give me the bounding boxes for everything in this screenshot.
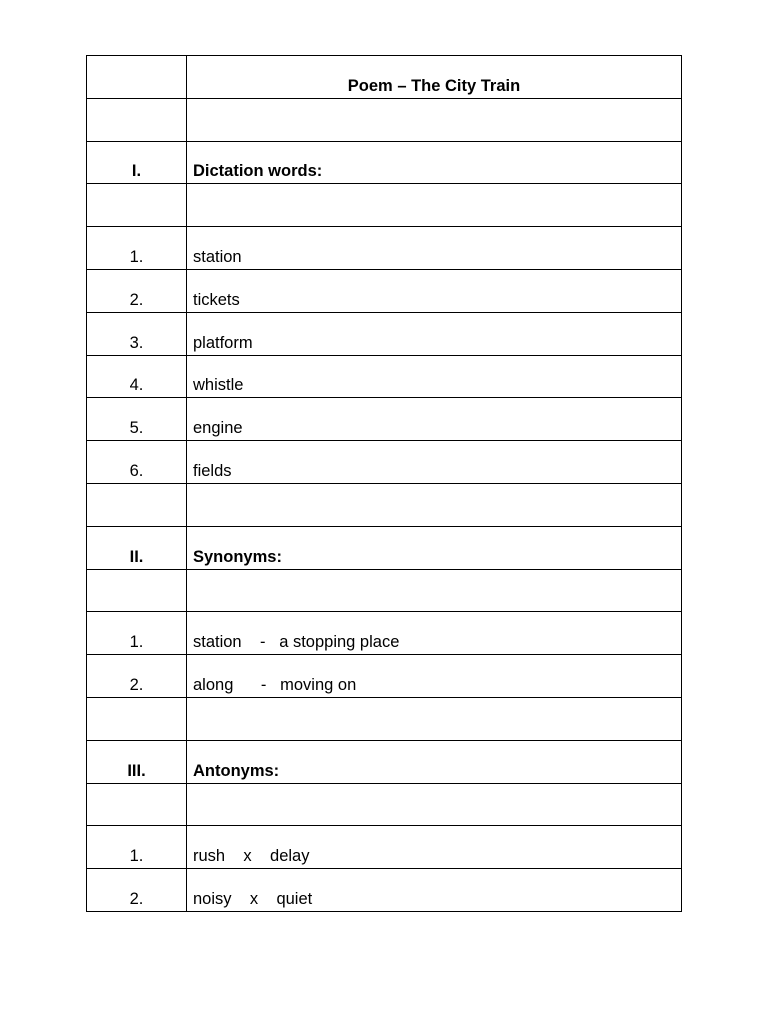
empty-cell <box>87 98 187 141</box>
item-number: 5. <box>87 398 187 441</box>
section-heading: Synonyms: <box>187 526 682 569</box>
blank-row <box>87 98 682 141</box>
section-heading-row <box>87 740 682 783</box>
list-item <box>87 398 682 441</box>
list-item <box>87 269 682 312</box>
list-item <box>87 869 682 912</box>
item-number: 1. <box>87 227 187 270</box>
item-text: tickets <box>187 269 682 312</box>
item-text: whistle <box>187 355 682 398</box>
item-number: 1. <box>87 826 187 869</box>
empty-cell <box>87 783 187 826</box>
item-number: 2. <box>87 655 187 698</box>
item-number: 1. <box>87 612 187 655</box>
item-text: station - a stopping place <box>187 612 682 655</box>
blank-row <box>87 483 682 526</box>
list-item <box>87 612 682 655</box>
blank-row <box>87 783 682 826</box>
item-number: 2. <box>87 269 187 312</box>
item-text: fields <box>187 441 682 484</box>
item-text: rush x delay <box>187 826 682 869</box>
list-item <box>87 227 682 270</box>
list-item <box>87 655 682 698</box>
item-text: along - moving on <box>187 655 682 698</box>
item-number: 2. <box>87 869 187 912</box>
empty-cell <box>187 98 682 141</box>
empty-cell <box>187 569 682 612</box>
worksheet-table <box>86 55 682 912</box>
section-numeral: I. <box>87 141 187 184</box>
section-numeral: III. <box>87 740 187 783</box>
title-row <box>87 56 682 99</box>
empty-cell <box>87 697 187 740</box>
empty-cell <box>87 184 187 227</box>
section-numeral: II. <box>87 526 187 569</box>
item-text: noisy x quiet <box>187 869 682 912</box>
item-number: 4. <box>87 355 187 398</box>
section-heading: Antonyms: <box>187 740 682 783</box>
list-item <box>87 826 682 869</box>
item-text: engine <box>187 398 682 441</box>
empty-cell <box>187 783 682 826</box>
list-item <box>87 441 682 484</box>
empty-cell <box>87 483 187 526</box>
item-number: 6. <box>87 441 187 484</box>
blank-row <box>87 184 682 227</box>
section-heading: Dictation words: <box>187 141 682 184</box>
empty-cell <box>187 184 682 227</box>
empty-cell <box>187 697 682 740</box>
section-heading-row <box>87 141 682 184</box>
empty-cell <box>187 483 682 526</box>
list-item <box>87 355 682 398</box>
worksheet-title: Poem – The City Train <box>187 56 682 99</box>
item-text: station <box>187 227 682 270</box>
list-item <box>87 312 682 355</box>
empty-cell <box>87 569 187 612</box>
empty-cell <box>87 56 187 99</box>
blank-row <box>87 697 682 740</box>
section-heading-row <box>87 526 682 569</box>
item-text: platform <box>187 312 682 355</box>
blank-row <box>87 569 682 612</box>
item-number: 3. <box>87 312 187 355</box>
